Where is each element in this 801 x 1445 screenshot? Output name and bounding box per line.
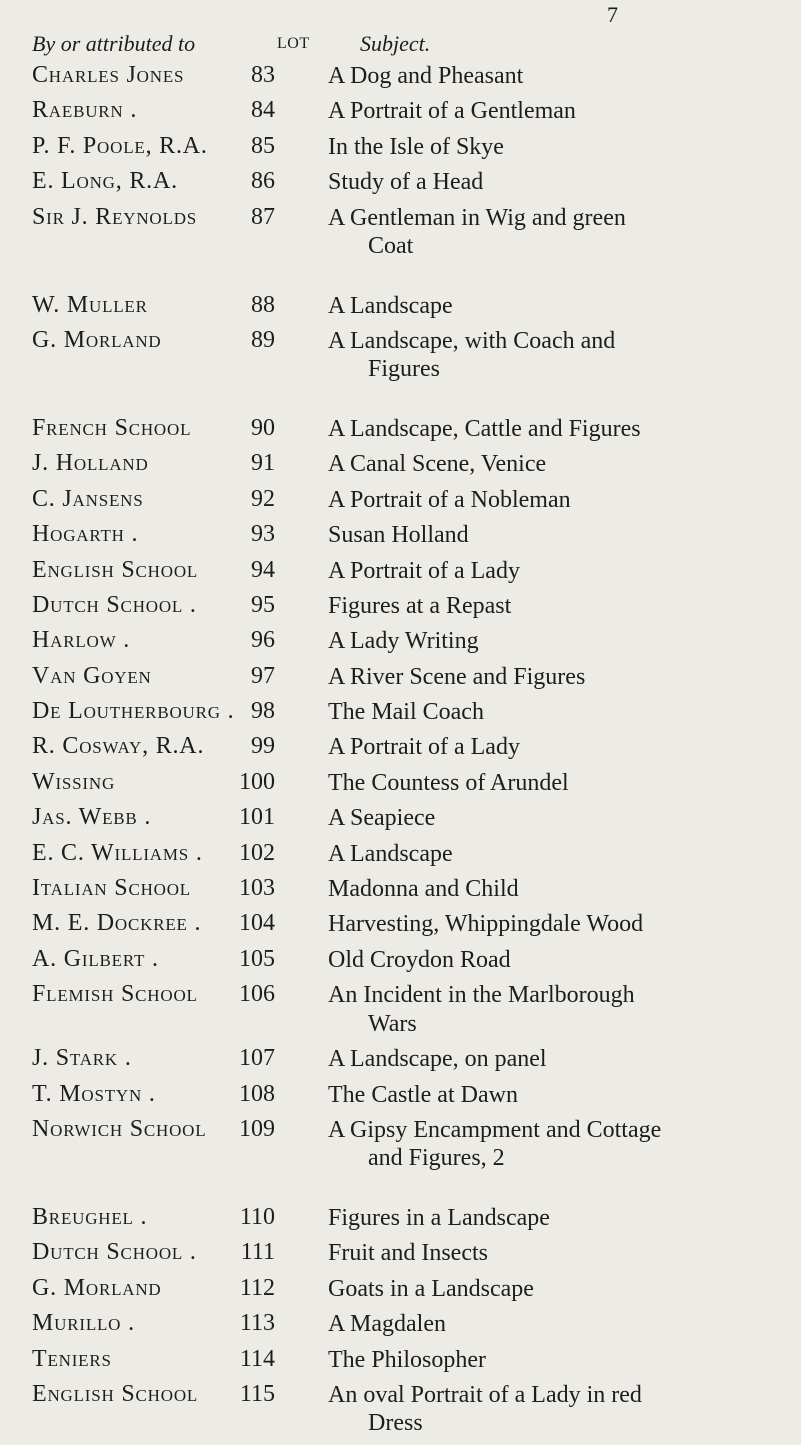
table-row [0, 486, 801, 521]
subject-text: Figures at a Repast [328, 592, 512, 619]
artist-text: Dutch School [32, 1239, 184, 1266]
artist-name [32, 1081, 156, 1108]
lot-number: 100 [239, 768, 275, 795]
subject-text: A Landscape [328, 292, 453, 319]
subject [328, 1204, 798, 1233]
subject [328, 1310, 798, 1339]
subject [328, 62, 798, 91]
lot-number: 87 [251, 203, 275, 230]
artist-text: R. Cosway, R.A. [32, 733, 205, 760]
subject-text: A Dog and Pheasant [328, 63, 524, 89]
artist-name [32, 1204, 147, 1231]
table-row [0, 450, 801, 485]
leader-dots: . [183, 1239, 197, 1266]
artist-name [32, 521, 138, 548]
artist-text: English School [32, 1380, 199, 1407]
subject [328, 769, 798, 798]
subject [328, 840, 798, 869]
artist-name [32, 769, 115, 796]
artist-text: P. F. Poole, R.A. [32, 132, 208, 159]
leader-dots: . [116, 627, 131, 654]
lot-number: 107 [239, 1045, 275, 1072]
subject-text: An Incident in the Marlborough [328, 982, 635, 1009]
subject [328, 415, 798, 444]
subject-text: A Landscape, on panel [328, 1046, 547, 1073]
subject [328, 981, 798, 1038]
table-row [0, 627, 801, 662]
artist-text: Hogarth [32, 521, 125, 548]
artist-name [32, 97, 137, 124]
lot-number: 96 [251, 627, 275, 654]
table-row [0, 1239, 801, 1274]
column-headers [0, 31, 801, 61]
leader-dots: . [123, 97, 138, 124]
leader-dots: . [187, 910, 202, 937]
lot-number: 104 [239, 910, 275, 937]
artist-text: G. Morland [32, 326, 162, 353]
table-row [0, 168, 801, 203]
artist-name [32, 415, 191, 442]
artist-name [32, 1239, 197, 1266]
artist-name [32, 875, 191, 902]
subject-text: A Portrait of a Gentleman [328, 98, 576, 125]
subject-text: Harvesting, Whippingdale Wood [328, 911, 644, 938]
table-row [0, 592, 801, 627]
lot-number: 109 [239, 1115, 275, 1142]
table-row [0, 910, 801, 945]
subject [328, 910, 798, 939]
lot-number: 103 [239, 875, 275, 902]
leader-dots: . [189, 839, 203, 866]
artist-name [32, 910, 201, 937]
lot-number: 86 [251, 168, 275, 195]
leader-dots: . [124, 521, 139, 548]
subject [328, 946, 798, 975]
subject-text: A Landscape, with Coach and [328, 327, 616, 354]
subject-continuation: Dress [368, 1410, 423, 1437]
subject [328, 733, 798, 762]
subject-text: A Canal Scene, Venice [328, 451, 547, 478]
lot-number: 84 [251, 97, 275, 124]
lot-number: 85 [251, 132, 275, 159]
artist-text: Dutch School [32, 591, 184, 618]
subject-text: A Gipsy Encampment and Cottage [328, 1116, 662, 1143]
lot-number: 94 [251, 556, 275, 583]
header-artist: By or attributed to [32, 31, 196, 56]
artist-text: Murillo [32, 1310, 122, 1337]
subject-text: Goats in a Landscape [328, 1275, 534, 1302]
artist-text: Sir J. Reynolds [32, 203, 198, 230]
subject [328, 627, 798, 656]
artist-text: Jas. Webb [32, 804, 138, 831]
subject [328, 804, 798, 833]
subject-text: A Portrait of a Nobleman [328, 486, 571, 513]
artist-text: Wissing [32, 768, 116, 795]
leader-dots: . [220, 698, 235, 725]
lot-number: 115 [239, 1380, 275, 1407]
table-row [0, 292, 801, 327]
table-row [0, 1116, 801, 1180]
artist-text: Van Goyen [32, 662, 152, 689]
subject-continuation: Coat [368, 233, 414, 260]
artist-name [32, 698, 234, 725]
lot-number: 111 [240, 1239, 275, 1266]
subject-text: A Portrait of a Lady [328, 557, 520, 584]
subject [328, 133, 798, 162]
lot-number: 101 [239, 804, 275, 831]
artist-text: E. C. Williams [32, 839, 190, 866]
lot-number: 112 [239, 1274, 275, 1301]
leader-dots: . [142, 1080, 156, 1107]
table-row [0, 733, 801, 768]
subject-continuation: and Figures, 2 [368, 1145, 505, 1172]
lot-number: 91 [251, 450, 275, 477]
header-lot: LOT [277, 35, 310, 52]
subject-text: A Gentleman in Wig and green [328, 204, 626, 231]
subject-text: The Castle at Dawn [328, 1081, 518, 1108]
artist-name [32, 627, 130, 654]
artist-name [32, 486, 143, 513]
table-row [0, 1310, 801, 1345]
catalogue-list [0, 62, 801, 1445]
artist-name [32, 1346, 112, 1373]
artist-text: Charles Jones [32, 62, 185, 88]
table-row [0, 1275, 801, 1310]
table-row [0, 1381, 801, 1445]
subject [328, 168, 798, 197]
artist-text: T. Mostyn [32, 1080, 143, 1107]
artist-text: Teniers [32, 1345, 112, 1372]
subject-text: A River Scene and Figures [328, 663, 586, 690]
subject-text: Study of a Head [328, 169, 484, 196]
subject [328, 292, 798, 321]
artist-name [32, 62, 184, 89]
lot-number: 88 [251, 291, 275, 318]
artist-name [32, 1310, 135, 1337]
subject [328, 875, 798, 904]
artist-name [32, 663, 152, 690]
artist-name [32, 1381, 198, 1408]
subject [328, 327, 798, 384]
table-row [0, 698, 801, 733]
lot-number: 110 [239, 1203, 275, 1230]
table-row [0, 840, 801, 875]
subject-text: Old Croydon Road [328, 946, 511, 973]
artist-name [32, 840, 203, 867]
artist-name [32, 1275, 162, 1302]
subject-text: An oval Portrait of a Lady in red [328, 1381, 642, 1408]
lot-number: 93 [251, 521, 275, 548]
table-row [0, 204, 801, 268]
leader-dots: . [133, 1203, 148, 1230]
table-row [0, 981, 801, 1045]
subject-text: In the Isle of Skye [328, 133, 504, 160]
artist-text: Flemish School [32, 981, 198, 1008]
lot-number: 99 [251, 733, 275, 760]
subject [328, 1081, 798, 1110]
subject-text: Fruit and Insects [328, 1240, 488, 1267]
lot-number: 95 [251, 591, 275, 618]
artist-text: J. Holland [32, 450, 149, 477]
artist-name [32, 133, 208, 160]
subject-text: A Lady Writing [328, 628, 479, 655]
subject [328, 663, 798, 692]
subject-text: A Landscape, Cattle and Figures [328, 415, 641, 442]
artist-text: G. Morland [32, 1274, 162, 1301]
lot-number: 97 [251, 662, 275, 689]
subject [328, 1116, 798, 1173]
table-row [0, 1204, 801, 1239]
subject-text: The Countess of Arundel [328, 769, 569, 796]
subject [328, 486, 798, 515]
subject-continuation: Figures [368, 356, 440, 383]
artist-name [32, 981, 198, 1008]
subject [328, 557, 798, 586]
subject [328, 1239, 798, 1268]
subject-text: A Landscape [328, 840, 453, 867]
artist-text: W. Muller [32, 291, 148, 318]
artist-text: Harlow [32, 627, 117, 654]
lot-number: 114 [239, 1345, 275, 1372]
artist-name [32, 292, 148, 319]
lot-number: 89 [251, 326, 275, 353]
leader-dots: . [137, 804, 152, 831]
subject-text: The Philosopher [328, 1346, 486, 1373]
table-row [0, 557, 801, 592]
subject [328, 450, 798, 479]
table-row [0, 804, 801, 839]
table-row [0, 875, 801, 910]
artist-name [32, 946, 159, 973]
subject [328, 1346, 798, 1375]
subject [328, 204, 798, 261]
leader-dots: . [121, 1310, 135, 1337]
subject [328, 97, 798, 126]
lot-number: 102 [239, 839, 275, 866]
table-row [0, 1346, 801, 1381]
lot-number: 108 [239, 1080, 275, 1107]
artist-text: Italian School [32, 875, 191, 902]
table-row [0, 97, 801, 132]
lot-number: 92 [251, 485, 275, 512]
subject-text: Susan Holland [328, 522, 469, 549]
table-row [0, 62, 801, 97]
artist-text: De Loutherbourg [32, 698, 221, 725]
lot-number: 106 [239, 981, 275, 1008]
artist-name [32, 327, 162, 354]
table-row [0, 415, 801, 450]
lot-number: 90 [251, 414, 275, 441]
leader-dots: . [183, 591, 197, 618]
artist-name [32, 592, 197, 619]
lot-number: 105 [239, 945, 275, 972]
artist-text: English School [32, 556, 199, 583]
subject-continuation: Wars [368, 1010, 417, 1037]
artist-name [32, 450, 149, 477]
table-row [0, 1081, 801, 1116]
artist-name [32, 557, 198, 584]
artist-text: Norwich School [32, 1115, 207, 1142]
subject [328, 592, 798, 621]
subject-text: Figures in a Landscape [328, 1204, 550, 1231]
artist-text: C. Jansens [32, 485, 144, 512]
artist-text: French School [32, 414, 192, 441]
table-row [0, 1045, 801, 1080]
lot-number: 113 [239, 1310, 275, 1337]
artist-name [32, 204, 197, 231]
artist-name [32, 1116, 206, 1143]
subject [328, 698, 798, 727]
artist-name [32, 168, 178, 195]
subject [328, 1275, 798, 1304]
subject [328, 521, 798, 550]
artist-text: Raeburn [32, 97, 124, 124]
table-row [0, 663, 801, 698]
table-row [0, 133, 801, 168]
artist-name [32, 804, 151, 831]
subject [328, 1045, 798, 1074]
table-row [0, 521, 801, 556]
subject-text: A Magdalen [328, 1311, 446, 1338]
artist-name [32, 733, 204, 760]
subject [328, 1381, 798, 1438]
lot-number: 83 [251, 62, 275, 88]
artist-text: E. Long, R.A. [32, 168, 178, 195]
header-subject: Subject. [360, 31, 431, 56]
subject-text: Madonna and Child [328, 876, 519, 903]
table-row [0, 327, 801, 391]
artist-text: Breughel [32, 1203, 134, 1230]
page-number: 7 [607, 2, 618, 27]
artist-name [32, 1045, 132, 1072]
subject-text: A Seapiece [328, 805, 436, 832]
lot-number: 98 [251, 698, 275, 725]
table-row [0, 769, 801, 804]
artist-text: A. Gilbert [32, 945, 146, 972]
leader-dots: . [145, 945, 159, 972]
artist-text: J. Stark [32, 1045, 119, 1072]
artist-text: M. E. Dockree [32, 910, 188, 937]
table-row [0, 946, 801, 981]
subject-text: A Portrait of a Lady [328, 734, 520, 761]
leader-dots: . [118, 1045, 132, 1072]
subject-text: The Mail Coach [328, 699, 484, 726]
